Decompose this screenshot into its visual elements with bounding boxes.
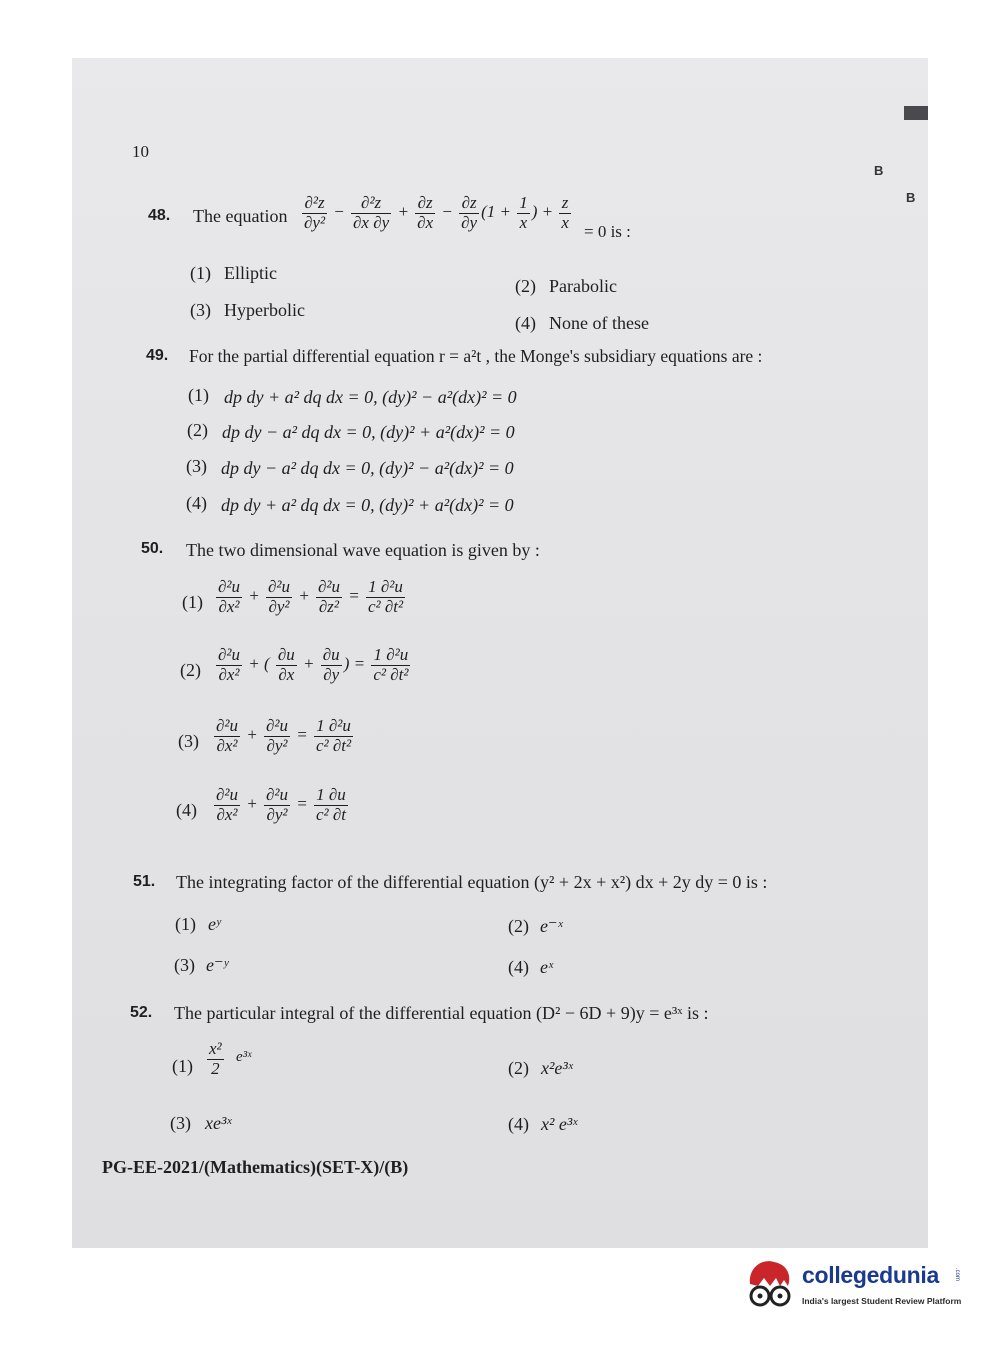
option-equation: $\frac{\text{∂²u}}{\text{∂x²}}$ + $\frac{\text{∂²u}}{\text{∂y²}}$ = $\frac{1 \partial u}{\text{c² ∂t}}$ [216, 785, 346, 824]
option-equation: $\frac{\text{x²}}{2}$ [209, 1039, 222, 1078]
option-label: (2) [508, 1058, 529, 1078]
option-equation: $\frac{\text{∂²u}}{\text{∂x²}}$ + $\frac{\text{∂²u}}{\text{∂y²}}$ + $\frac{\text{∂²u}}{\text{∂z²}}$ = $\frac{\text{1 ∂²u}}{\text{c² ∂t²}}$ [218, 577, 404, 616]
option-label: (3) [178, 731, 199, 751]
option-text: eʸ [208, 914, 221, 934]
question-text: The two dimensional wave equation is given by : [186, 540, 540, 560]
option-label: (4) [508, 957, 529, 977]
option-text: None of these [549, 313, 649, 333]
option-label: (4) [176, 800, 197, 820]
page-number: 10 [132, 142, 149, 161]
question-text: The integrating factor of the differential equation (y² + 2x + x²) dx + 2y dy = 0 is : [176, 872, 768, 892]
option-text: Parabolic [549, 276, 617, 296]
option-text: dp dy − a² dq dx = 0, (dy)² + a²(dx)² = 0 [222, 422, 515, 442]
option-label: (4) [508, 1114, 529, 1134]
option-label: (2) [515, 276, 536, 296]
option-label: (4) [186, 493, 207, 513]
option-text: xe³ˣ [205, 1113, 232, 1133]
option-text: Hyperbolic [224, 300, 305, 320]
option-equation: $\frac{\text{∂²u}}{\text{∂x²}}$ + ( $\frac{\partial u}{\partial x}$ + $\frac{\partial u}{\partial y}$ ) = $\frac{\text{1 ∂²u}}{\text{c² ∂t²}}$ [218, 645, 409, 684]
option-equation: $\frac{\text{∂²u}}{\text{∂x²}}$ + $\frac{\text{∂²u}}{\text{∂y²}}$ = $\frac{\text{1 ∂²u}}{\text{c² ∂t²}}$ [216, 716, 352, 755]
option-label: (2) [187, 420, 208, 440]
option-label: (2) [180, 660, 201, 680]
option-text: x²e³ˣ [541, 1058, 573, 1078]
option-text: e³ˣ [236, 1049, 252, 1065]
option-label: (3) [186, 456, 207, 476]
question-number: 49. [146, 347, 169, 364]
option-text: dp dy + a² dq dx = 0, (dy)² + a²(dx)² = 0 [221, 495, 514, 515]
brand-tagline: India's largest Student Review Platform [802, 1296, 962, 1306]
question-number: 50. [141, 540, 164, 557]
paper-code: PG-EE-2021/(Mathematics)(SET-X)/(B) [102, 1157, 409, 1177]
option-text: dp dy − a² dq dx = 0, (dy)² − a²(dx)² = 0 [221, 458, 514, 478]
option-label: (3) [170, 1113, 191, 1133]
option-text: Elliptic [224, 263, 277, 283]
option-label: (1) [175, 914, 196, 934]
option-text: e⁻ʸ [206, 955, 229, 975]
side-mark: B [906, 190, 916, 205]
brand-name: collegedunia [802, 1262, 939, 1288]
option-label: (2) [508, 916, 529, 936]
question-text: The particular integral of the differential equation (D² − 6D + 9)y = e³ˣ is : [174, 1003, 709, 1023]
brand-logo [740, 1256, 970, 1316]
side-mark: B [874, 163, 884, 178]
question-equation: $\frac{\text{∂²z}}{\text{∂y²}}$ − $\frac{\text{∂²z}}{\partial x \partial y}$ + $\frac{\partial z}{\partial x}$ − $\frac{\partial z}{\partial y}$ (1 + $\frac{1}{x}$ ) + $\frac{z}{x}$ [304, 193, 569, 232]
paper-sheet [72, 58, 928, 1248]
option-label: (3) [174, 955, 195, 975]
option-text: x² e³ˣ [541, 1114, 578, 1134]
option-label: (1) [190, 263, 211, 283]
option-label: (3) [190, 300, 211, 320]
question-text: For the partial differential equation r = a²t , the Monge's subsidiary equations are : [189, 346, 763, 366]
option-label: (1) [172, 1056, 193, 1076]
question-number: 51. [133, 873, 156, 890]
brand-suffix: .com [954, 1268, 960, 1282]
option-label: (1) [182, 592, 203, 612]
question-number: 48. [148, 207, 171, 224]
option-text: eˣ [540, 957, 554, 977]
question-text: The equation [193, 206, 288, 226]
option-text: e⁻ˣ [540, 916, 563, 936]
option-text: dp dy + a² dq dx = 0, (dy)² − a²(dx)² = 0 [224, 387, 517, 407]
option-label: (4) [515, 313, 536, 333]
paper-edge [904, 106, 928, 120]
option-label: (1) [188, 385, 209, 405]
question-number: 52. [130, 1004, 153, 1021]
mascot-icon [740, 1256, 798, 1316]
question-text-end: = 0 is : [584, 222, 631, 241]
